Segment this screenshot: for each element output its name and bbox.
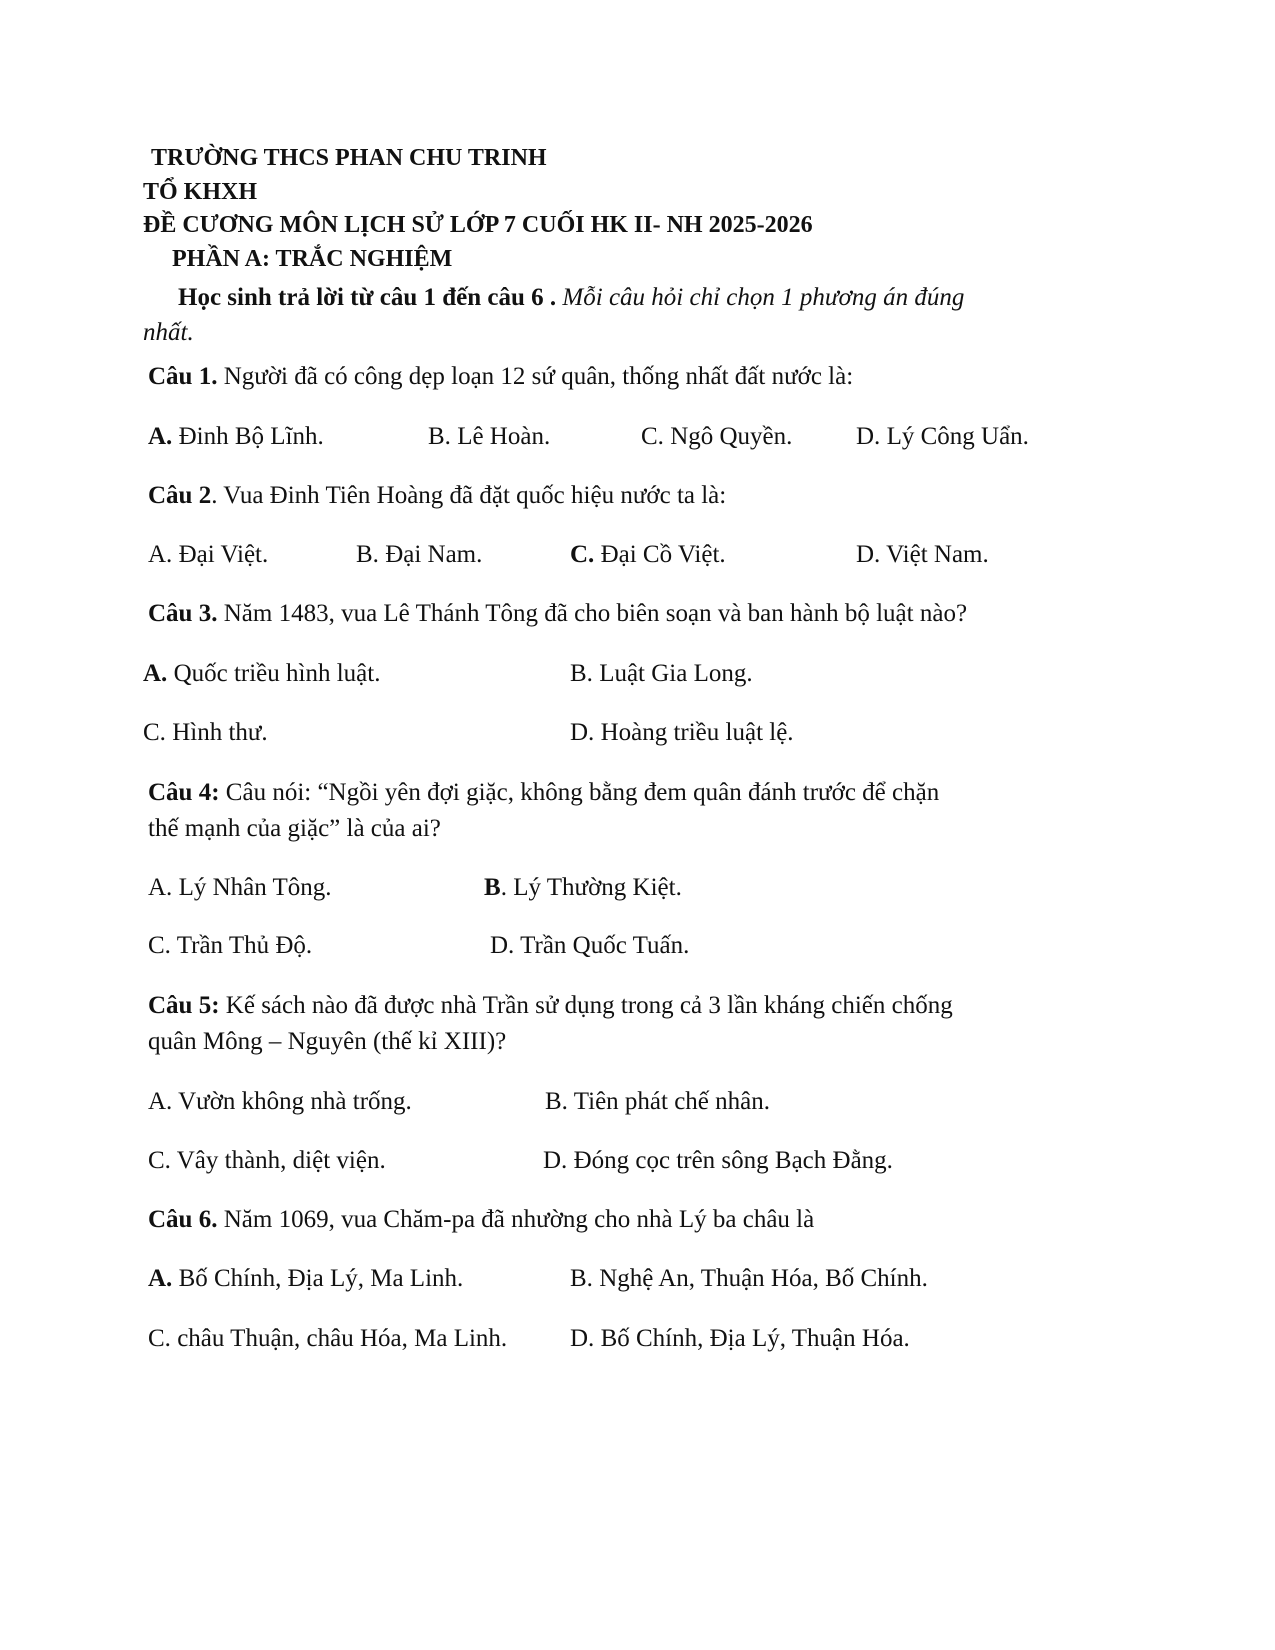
question-4	[148, 778, 939, 808]
document-title: ĐỀ CƯƠNG MÔN LỊCH SỬ LỚP 7 CUỐI HK II- NH 2025-2026	[143, 212, 813, 238]
q3-option-a[interactable]: A. Quốc triều hình luật.	[143, 660, 381, 687]
q2-option-a[interactable]: A. Đại Việt.	[148, 541, 269, 568]
q1-option-a[interactable]: A. Đinh Bộ Lĩnh.	[148, 423, 324, 450]
q3-option-d[interactable]: D. Hoàng triều luật lệ.	[570, 719, 794, 746]
q2-option-b[interactable]: B. Đại Nam.	[356, 541, 483, 568]
question-text: Năm 1069, vua Chăm-pa đã nhường cho nhà Lý ba châu là	[217, 1206, 815, 1233]
question-label: Câu 3.	[148, 600, 218, 627]
school-name: TRƯỜNG THCS PHAN CHU TRINH	[151, 145, 547, 171]
question-label: Câu 5:	[148, 992, 220, 1019]
q4-option-a[interactable]: A. Lý Nhân Tông.	[148, 874, 332, 901]
question-4-continued: thế mạnh của giặc” là của ai?	[148, 815, 441, 842]
question-5	[148, 991, 953, 1021]
question-label: Câu 4:	[148, 779, 220, 806]
q1-option-d[interactable]: D. Lý Công Uẩn.	[856, 423, 1029, 450]
question-2	[148, 481, 726, 511]
q1-option-c[interactable]: C. Ngô Quyền.	[641, 423, 793, 450]
question-text: . Vua Đinh Tiên Hoàng đã đặt quốc hiệu nước ta là:	[211, 482, 727, 509]
q4-option-c[interactable]: C. Trần Thủ Độ.	[148, 932, 313, 959]
question-5-continued: quân Mông – Nguyên (thế kỉ XIII)?	[148, 1028, 507, 1055]
q1-option-b[interactable]: B. Lê Hoàn.	[428, 423, 551, 450]
question-text: Kế sách nào đã được nhà Trần sử dụng trong cả 3 lần kháng chiến chống	[219, 992, 953, 1019]
question-label: Câu 6.	[148, 1206, 218, 1233]
q5-option-d[interactable]: D. Đóng cọc trên sông Bạch Đằng.	[543, 1147, 893, 1174]
q2-option-c[interactable]: C. Đại Cồ Việt.	[570, 541, 726, 568]
q3-option-b[interactable]: B. Luật Gia Long.	[570, 660, 753, 687]
instructions-italic: Mỗi câu hỏi chỉ chọn 1 phương án đúng	[556, 284, 965, 311]
q4-option-b[interactable]: B. Lý Thường Kiệt.	[484, 874, 682, 901]
q6-option-b[interactable]: B. Nghệ An, Thuận Hóa, Bố Chính.	[570, 1265, 928, 1292]
question-label: Câu 2	[148, 482, 212, 509]
question-label: Câu 1.	[148, 363, 218, 390]
question-text: Câu nói: “Ngồi yên đợi giặc, không bằng đem quân đánh trước để chặn	[219, 779, 940, 806]
q6-option-c[interactable]: C. châu Thuận, châu Hóa, Ma Linh.	[148, 1325, 508, 1352]
q6-option-a[interactable]: A. Bố Chính, Địa Lý, Ma Linh.	[148, 1265, 464, 1292]
q5-option-a[interactable]: A. Vườn không nhà trống.	[148, 1088, 412, 1115]
instructions-bold: Học sinh trả lời từ câu 1 đến câu 6 .	[178, 284, 557, 311]
question-3	[148, 599, 967, 629]
question-1	[148, 362, 853, 392]
q6-option-d[interactable]: D. Bố Chính, Địa Lý, Thuận Hóa.	[570, 1325, 910, 1352]
instructions-line-1	[178, 283, 964, 313]
question-text: Năm 1483, vua Lê Thánh Tông đã cho biên soạn và ban hành bộ luật nào?	[217, 600, 968, 627]
section-heading: PHẦN A: TRẮC NGHIỆM	[172, 246, 453, 272]
question-text: Người đã có công dẹp loạn 12 sứ quân, thống nhất đất nước là:	[217, 363, 854, 390]
department-name: TỔ KHXH	[143, 179, 258, 205]
q4-option-d[interactable]: D. Trần Quốc Tuấn.	[490, 932, 690, 959]
q2-option-d[interactable]: D. Việt Nam.	[856, 541, 989, 568]
instructions-line-2: nhất.	[143, 319, 194, 346]
q3-option-c[interactable]: C. Hình thư.	[143, 719, 268, 746]
question-6	[148, 1205, 814, 1235]
q5-option-b[interactable]: B. Tiên phát chế nhân.	[545, 1088, 771, 1115]
q5-option-c[interactable]: C. Vây thành, diệt viện.	[148, 1147, 386, 1174]
